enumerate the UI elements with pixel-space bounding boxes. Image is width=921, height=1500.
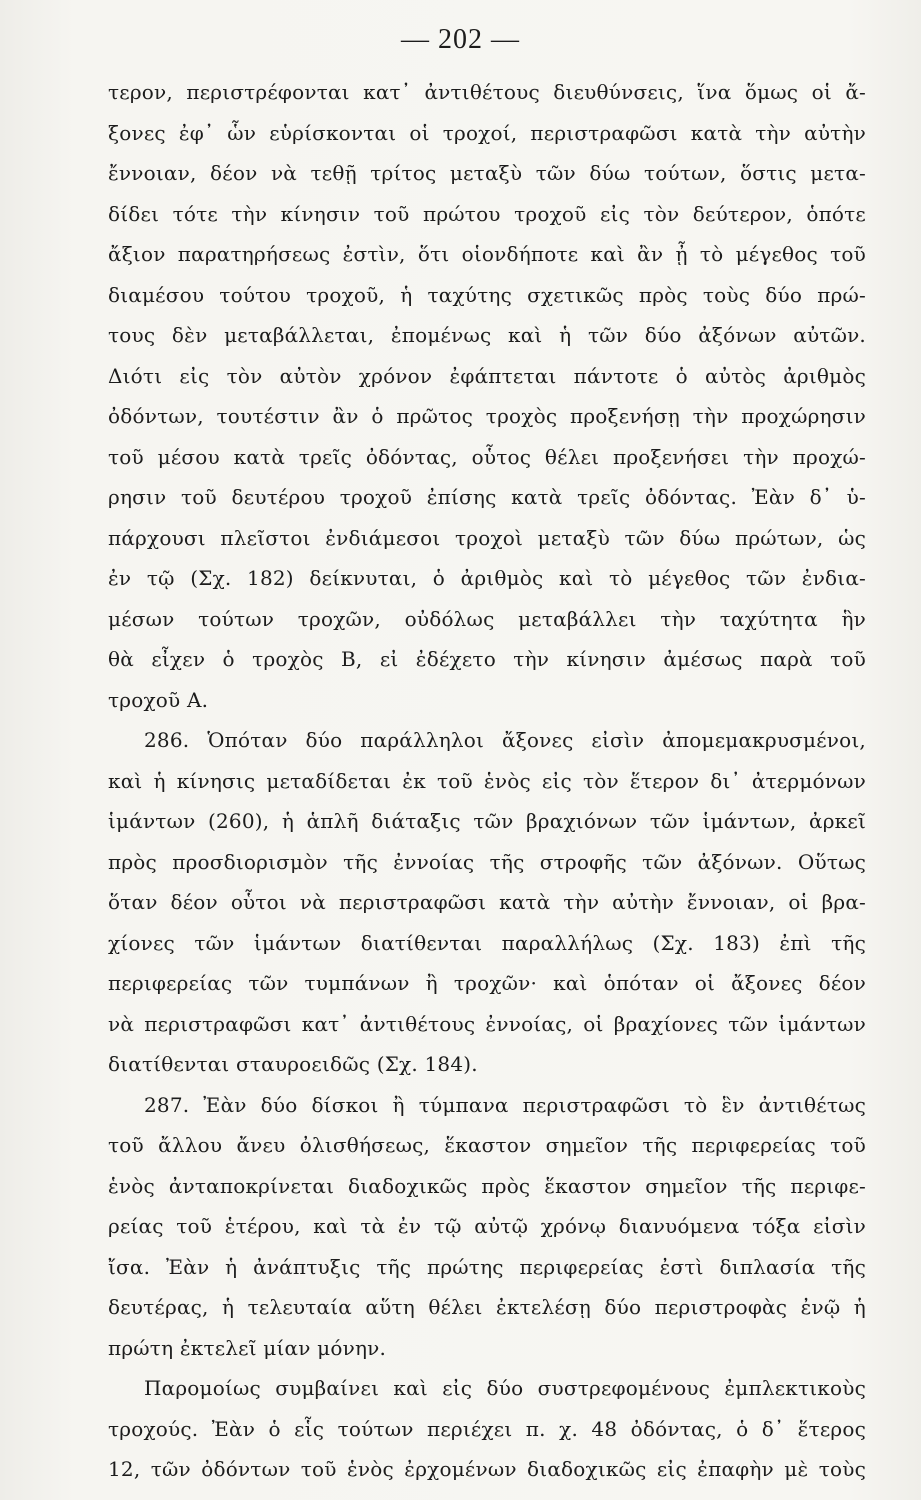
text-line: ὅταν δέον οὗτοι νὰ περιστραφῶσι κατὰ τὴν αὐτὴν ἔννοιαν, οἱ βρα- [108,890,866,914]
body-text [108,72,866,1490]
page-number: — 202 — [401,24,520,55]
text-line: Διότι εἰς τὸν αὐτὸν χρόνον ἐφάπτεται πάντοτε ὁ αὐτὸς ἀριθμὸς [108,363,866,388]
text-line: ἐν τῷ (Σχ. 182) δείκνυται, ὁ ἀριθμὸς καὶ τὸ μέγεθος τῶν ἐνδια- [108,566,866,590]
text-line: ρησιν τοῦ δευτέρου τροχοῦ ἐπίσης κατὰ τρεῖς ὀδόντας. Ἐὰν δ᾽ ὑ- [108,485,866,509]
text-line: νὰ περιστραφῶσι κατ᾽ ἀντιθέτους ἐννοίας, οἱ βραχίονες τῶν ἱμάντων [108,1011,866,1036]
text-line: διατίθενται σταυροειδῶς (Σχ. 184). [108,1052,478,1076]
text-line: 12, τῶν ὀδόντων τοῦ ἑνὸς ἐρχομένων διαδοχικῶς εἰς ἐπαφὴν μὲ τοὺς [108,1457,866,1481]
section-287-heading-line: 287. Ἐὰν δύο δίσκοι ἢ τύμπανα περιστραφῶσι τὸ ἓν ἀντιθέτως [144,1092,866,1117]
text-line: ἑνὸς ἀνταποκρίνεται διαδοχικῶς πρὸς ἕκαστον σημεῖον τῆς περιφε- [108,1173,866,1198]
text-line: τους δὲν μεταβάλλεται, ἐπομένως καὶ ἡ τῶν δύο ἀξόνων αὐτῶν. [108,323,866,347]
text-line: ὀδόντων, τουτέστιν ἂν ὁ πρῶτος τροχὸς προξενήσῃ τὴν προχώρησιν [108,404,866,428]
text-line: περιφερείας τῶν τυμπάνων ἢ τροχῶν· καὶ ὁπόταν οἱ ἄξονες δέον [108,971,866,995]
section-286-heading-line: 286. Ὁπόταν δύο παράλληλοι ἄξονες εἰσὶν ἀπομεμακρυσμένοι, [144,728,866,752]
text-line: πρώτη ἐκτελεῖ μίαν μόνην. [108,1335,387,1360]
text-line: δίδει τότε τὴν κίνησιν τοῦ πρώτου τροχοῦ εἰς τὸν δεύτερον, ὁπότε [108,201,866,226]
text-line: καὶ ἡ κίνησις μεταδίδεται ἐκ τοῦ ἑνὸς εἰς τὸν ἕτερον δι᾽ ἀτερμόνων [108,768,866,793]
text-line: δευτέρας, ἡ τελευταία αὕτη θέλει ἐκτελέσῃ δύο περιστροφὰς ἐνῷ ἡ [108,1295,866,1319]
text-line: ξονες ἐφ᾽ ὧν εὑρίσκονται οἱ τροχοί, περιστραφῶσι κατὰ τὴν αὐτὴν [108,120,866,145]
text-line: πάρχουσι πλεῖστοι ἐνδιάμεσοι τροχοὶ μεταξὺ τῶν δύω πρώτων, ὡς [108,525,866,550]
text-line: μέσων τούτων τροχῶν, οὐδόλως μεταβάλλει τὴν ταχύτητα ἣν [108,606,866,631]
paragraph-start-line: Παρομοίως συμβαίνει καὶ εἰς δύο συστρεφομένους ἐμπλεκτικοὺς [144,1376,866,1400]
text-line: ἔννοιαν, δέον νὰ τεθῇ τρίτος μεταξὺ τῶν δύω τούτων, ὅστις μετα- [108,161,866,185]
text-line: ἄξιον παρατηρήσεως ἐστὶν, ὅτι οἱονδήποτε καὶ ἂν ᾖ τὸ μέγεθος τοῦ [108,242,866,266]
text-line: τερον, περιστρέφονται κατ᾽ ἀντιθέτους διευθύνσεις, ἵνα ὅμως οἱ ἄ- [108,80,866,104]
text-line: χίονες τῶν ἱμάντων διατίθενται παραλλήλως (Σχ. 183) ἐπὶ τῆς [108,930,866,955]
text-line: τροχοῦ Α. [108,687,209,712]
text-line: διαμέσου τούτου τροχοῦ, ἡ ταχύτης σχετικῶς πρὸς τοὺς δύο πρώ- [108,282,866,307]
text-line: ρείας τοῦ ἑτέρου, καὶ τὰ ἐν τῷ αὐτῷ χρόνῳ διανυόμενα τόξα εἰσὶν [108,1214,866,1238]
text-line: τοῦ ἄλλου ἄνευ ὀλισθήσεως, ἕκαστον σημεῖον τῆς περιφερείας τοῦ [108,1133,866,1157]
text-line: τροχούς. Ἐὰν ὁ εἷς τούτων περιέχει π. χ. 48 ὀδόντας, ὁ δ᾽ ἕτερος [108,1416,866,1441]
text-line: θὰ εἶχεν ὁ τροχὸς Β, εἰ ἐδέχετο τὴν κίνησιν ἀμέσως παρὰ τοῦ [108,647,866,671]
text-line: ἱμάντων (260), ἡ ἁπλῆ διάταξις τῶν βραχιόνων τῶν ἱμάντων, ἀρκεῖ [108,809,866,833]
text-line: πρὸς προσδιορισμὸν τῆς ἐννοίας τῆς στροφῆς τῶν ἀξόνων. Οὕτως [108,849,866,874]
text-line: ἴσα. Ἐὰν ἡ ἀνάπτυξις τῆς πρώτης περιφερείας ἐστὶ διπλασία τῆς [108,1254,866,1279]
text-line: τοῦ μέσου κατὰ τρεῖς ὀδόντας, οὗτος θέλει προξενήσει τὴν προχώ- [108,444,866,469]
